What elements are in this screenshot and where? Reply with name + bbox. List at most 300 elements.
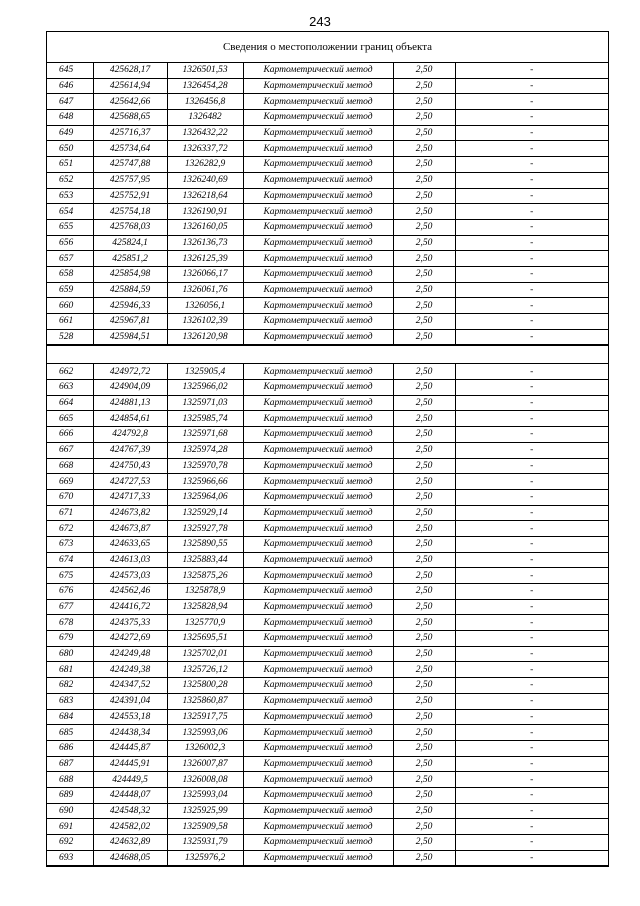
accuracy-cell: 2,50 xyxy=(393,329,455,345)
accuracy-cell: 2,50 xyxy=(393,662,455,678)
y-coordinate-cell: 1326136,73 xyxy=(167,235,243,251)
accuracy-cell: 2,50 xyxy=(393,819,455,835)
y-coordinate-cell: 1325828,94 xyxy=(167,599,243,615)
table-row xyxy=(47,380,608,396)
x-coordinate-cell: 425642,66 xyxy=(93,94,167,110)
y-coordinate-cell: 1326240,69 xyxy=(167,172,243,188)
page-number: 243 xyxy=(309,14,331,29)
x-coordinate-cell: 424548,32 xyxy=(93,803,167,819)
x-coordinate-cell: 424792,8 xyxy=(93,427,167,443)
method-cell: Картометрический метод xyxy=(243,298,393,314)
table-row xyxy=(47,63,608,78)
method-cell: Картометрический метод xyxy=(243,615,393,631)
description-cell: - xyxy=(455,364,608,380)
method-cell: Картометрический метод xyxy=(243,219,393,235)
table-row xyxy=(47,709,608,725)
x-coordinate-cell: 425752,91 xyxy=(93,188,167,204)
accuracy-cell: 2,50 xyxy=(393,78,455,94)
accuracy-cell: 2,50 xyxy=(393,458,455,474)
accuracy-cell: 2,50 xyxy=(393,646,455,662)
method-cell: Картометрический метод xyxy=(243,740,393,756)
y-coordinate-cell: 1325985,74 xyxy=(167,411,243,427)
table-row xyxy=(47,552,608,568)
coordinates-table-body xyxy=(47,63,608,866)
table-row xyxy=(47,646,608,662)
accuracy-cell: 2,50 xyxy=(393,298,455,314)
description-cell: - xyxy=(455,505,608,521)
accuracy-cell: 2,50 xyxy=(393,157,455,173)
point-number-cell: 651 xyxy=(47,157,93,173)
y-coordinate-cell: 1326482 xyxy=(167,110,243,126)
accuracy-cell: 2,50 xyxy=(393,756,455,772)
method-cell: Картометрический метод xyxy=(243,584,393,600)
x-coordinate-cell: 424347,52 xyxy=(93,678,167,694)
description-cell: - xyxy=(455,756,608,772)
x-coordinate-cell: 425946,33 xyxy=(93,298,167,314)
point-number-cell: 684 xyxy=(47,709,93,725)
table-row xyxy=(47,141,608,157)
accuracy-cell: 2,50 xyxy=(393,474,455,490)
method-cell: Картометрический метод xyxy=(243,172,393,188)
x-coordinate-cell: 424854,61 xyxy=(93,411,167,427)
table-title: Сведения о местоположении границ объекта xyxy=(47,32,608,63)
description-cell: - xyxy=(455,568,608,584)
description-cell: - xyxy=(455,615,608,631)
method-cell: Картометрический метод xyxy=(243,505,393,521)
method-cell: Картометрический метод xyxy=(243,157,393,173)
y-coordinate-cell: 1325976,2 xyxy=(167,850,243,866)
point-number-cell: 682 xyxy=(47,678,93,694)
x-coordinate-cell: 424717,33 xyxy=(93,489,167,505)
description-cell: - xyxy=(455,458,608,474)
method-cell: Картометрический метод xyxy=(243,63,393,78)
point-number-cell: 688 xyxy=(47,772,93,788)
description-cell: - xyxy=(455,427,608,443)
method-cell: Картометрический метод xyxy=(243,125,393,141)
y-coordinate-cell: 1325917,75 xyxy=(167,709,243,725)
y-coordinate-cell: 1325993,06 xyxy=(167,725,243,741)
method-cell: Картометрический метод xyxy=(243,395,393,411)
table-row xyxy=(47,772,608,788)
accuracy-cell: 2,50 xyxy=(393,380,455,396)
accuracy-cell: 2,50 xyxy=(393,282,455,298)
accuracy-cell: 2,50 xyxy=(393,615,455,631)
table-row xyxy=(47,172,608,188)
x-coordinate-cell: 425851,2 xyxy=(93,251,167,267)
table-row xyxy=(47,110,608,126)
y-coordinate-cell: 1325695,51 xyxy=(167,631,243,647)
y-coordinate-cell: 1325971,03 xyxy=(167,395,243,411)
table-row xyxy=(47,489,608,505)
y-coordinate-cell: 1326066,17 xyxy=(167,266,243,282)
description-cell: - xyxy=(455,536,608,552)
y-coordinate-cell: 1325890,55 xyxy=(167,536,243,552)
x-coordinate-cell: 425754,18 xyxy=(93,204,167,220)
y-coordinate-cell: 1325925,99 xyxy=(167,803,243,819)
y-coordinate-cell: 1325909,58 xyxy=(167,819,243,835)
table-row xyxy=(47,756,608,772)
description-cell: - xyxy=(455,125,608,141)
y-coordinate-cell: 1325875,26 xyxy=(167,568,243,584)
y-coordinate-cell: 1325931,79 xyxy=(167,835,243,851)
table-row xyxy=(47,78,608,94)
description-cell: - xyxy=(455,787,608,803)
point-number-cell: 662 xyxy=(47,364,93,380)
description-cell: - xyxy=(455,172,608,188)
x-coordinate-cell: 424673,82 xyxy=(93,505,167,521)
table-row xyxy=(47,329,608,345)
point-number-cell: 674 xyxy=(47,552,93,568)
point-number-cell: 659 xyxy=(47,282,93,298)
x-coordinate-cell: 424582,02 xyxy=(93,819,167,835)
description-cell: - xyxy=(455,235,608,251)
method-cell: Картометрический метод xyxy=(243,552,393,568)
point-number-cell: 693 xyxy=(47,850,93,866)
accuracy-cell: 2,50 xyxy=(393,740,455,756)
x-coordinate-cell: 424633,65 xyxy=(93,536,167,552)
y-coordinate-cell: 1326454,28 xyxy=(167,78,243,94)
x-coordinate-cell: 424632,89 xyxy=(93,835,167,851)
table-row xyxy=(47,584,608,600)
method-cell: Картометрический метод xyxy=(243,803,393,819)
accuracy-cell: 2,50 xyxy=(393,599,455,615)
y-coordinate-cell: 1325964,06 xyxy=(167,489,243,505)
point-number-cell: 664 xyxy=(47,395,93,411)
accuracy-cell: 2,50 xyxy=(393,235,455,251)
point-number-cell: 676 xyxy=(47,584,93,600)
x-coordinate-cell: 425967,81 xyxy=(93,314,167,330)
accuracy-cell: 2,50 xyxy=(393,803,455,819)
accuracy-cell: 2,50 xyxy=(393,631,455,647)
method-cell: Картометрический метод xyxy=(243,442,393,458)
description-cell: - xyxy=(455,219,608,235)
point-number-cell: 678 xyxy=(47,615,93,631)
description-cell: - xyxy=(455,662,608,678)
method-cell: Картометрический метод xyxy=(243,282,393,298)
y-coordinate-cell: 1325883,44 xyxy=(167,552,243,568)
point-number-cell: 645 xyxy=(47,63,93,78)
description-cell: - xyxy=(455,298,608,314)
point-number-cell: 652 xyxy=(47,172,93,188)
table-row xyxy=(47,282,608,298)
accuracy-cell: 2,50 xyxy=(393,584,455,600)
y-coordinate-cell: 1326501,53 xyxy=(167,63,243,78)
method-cell: Картометрический метод xyxy=(243,94,393,110)
accuracy-cell: 2,50 xyxy=(393,395,455,411)
accuracy-cell: 2,50 xyxy=(393,63,455,78)
accuracy-cell: 2,50 xyxy=(393,314,455,330)
accuracy-cell: 2,50 xyxy=(393,411,455,427)
x-coordinate-cell: 424767,39 xyxy=(93,442,167,458)
description-cell: - xyxy=(455,204,608,220)
description-cell: - xyxy=(455,282,608,298)
x-coordinate-cell: 424416,72 xyxy=(93,599,167,615)
x-coordinate-cell: 424727,53 xyxy=(93,474,167,490)
method-cell: Картометрический метод xyxy=(243,458,393,474)
table-row xyxy=(47,819,608,835)
y-coordinate-cell: 1325905,4 xyxy=(167,364,243,380)
x-coordinate-cell: 424272,69 xyxy=(93,631,167,647)
point-number-cell: 648 xyxy=(47,110,93,126)
point-number-cell: 650 xyxy=(47,141,93,157)
table-row xyxy=(47,395,608,411)
point-number-cell: 670 xyxy=(47,489,93,505)
description-cell: - xyxy=(455,819,608,835)
method-cell: Картометрический метод xyxy=(243,427,393,443)
x-coordinate-cell: 424445,91 xyxy=(93,756,167,772)
table-row xyxy=(47,411,608,427)
x-coordinate-cell: 424573,03 xyxy=(93,568,167,584)
point-number-cell: 680 xyxy=(47,646,93,662)
y-coordinate-cell: 1325878,9 xyxy=(167,584,243,600)
table-row xyxy=(47,521,608,537)
y-coordinate-cell: 1326125,39 xyxy=(167,251,243,267)
x-coordinate-cell: 425768,03 xyxy=(93,219,167,235)
method-cell: Картометрический метод xyxy=(243,568,393,584)
y-coordinate-cell: 1325927,78 xyxy=(167,521,243,537)
accuracy-cell: 2,50 xyxy=(393,188,455,204)
table-row xyxy=(47,787,608,803)
point-number-cell: 692 xyxy=(47,835,93,851)
block-separator xyxy=(47,345,608,364)
x-coordinate-cell: 424688,05 xyxy=(93,850,167,866)
description-cell: - xyxy=(455,599,608,615)
y-coordinate-cell: 1325971,68 xyxy=(167,427,243,443)
x-coordinate-cell: 425884,59 xyxy=(93,282,167,298)
description-cell: - xyxy=(455,803,608,819)
y-coordinate-cell: 1325970,78 xyxy=(167,458,243,474)
method-cell: Картометрический метод xyxy=(243,756,393,772)
table-row xyxy=(47,314,608,330)
description-cell: - xyxy=(455,94,608,110)
y-coordinate-cell: 1326337,72 xyxy=(167,141,243,157)
method-cell: Картометрический метод xyxy=(243,314,393,330)
accuracy-cell: 2,50 xyxy=(393,110,455,126)
y-coordinate-cell: 1325770,9 xyxy=(167,615,243,631)
accuracy-cell: 2,50 xyxy=(393,693,455,709)
point-number-cell: 665 xyxy=(47,411,93,427)
y-coordinate-cell: 1325929,14 xyxy=(167,505,243,521)
y-coordinate-cell: 1326218,64 xyxy=(167,188,243,204)
method-cell: Картометрический метод xyxy=(243,662,393,678)
x-coordinate-cell: 424249,48 xyxy=(93,646,167,662)
method-cell: Картометрический метод xyxy=(243,521,393,537)
x-coordinate-cell: 424445,87 xyxy=(93,740,167,756)
method-cell: Картометрический метод xyxy=(243,78,393,94)
point-number-cell: 668 xyxy=(47,458,93,474)
point-number-cell: 658 xyxy=(47,266,93,282)
x-coordinate-cell: 424249,38 xyxy=(93,662,167,678)
description-cell: - xyxy=(455,442,608,458)
description-cell: - xyxy=(455,631,608,647)
point-number-cell: 660 xyxy=(47,298,93,314)
table-row xyxy=(47,427,608,443)
y-coordinate-cell: 1325974,28 xyxy=(167,442,243,458)
point-number-cell: 649 xyxy=(47,125,93,141)
x-coordinate-cell: 425854,98 xyxy=(93,266,167,282)
accuracy-cell: 2,50 xyxy=(393,204,455,220)
method-cell: Картометрический метод xyxy=(243,110,393,126)
x-coordinate-cell: 425716,37 xyxy=(93,125,167,141)
method-cell: Картометрический метод xyxy=(243,266,393,282)
x-coordinate-cell: 424750,43 xyxy=(93,458,167,474)
description-cell: - xyxy=(455,110,608,126)
accuracy-cell: 2,50 xyxy=(393,835,455,851)
table-row xyxy=(47,188,608,204)
description-cell: - xyxy=(455,188,608,204)
accuracy-cell: 2,50 xyxy=(393,172,455,188)
x-coordinate-cell: 424904,09 xyxy=(93,380,167,396)
accuracy-cell: 2,50 xyxy=(393,219,455,235)
point-number-cell: 667 xyxy=(47,442,93,458)
point-number-cell: 683 xyxy=(47,693,93,709)
accuracy-cell: 2,50 xyxy=(393,94,455,110)
description-cell: - xyxy=(455,251,608,267)
x-coordinate-cell: 424972,72 xyxy=(93,364,167,380)
description-cell: - xyxy=(455,693,608,709)
y-coordinate-cell: 1325860,87 xyxy=(167,693,243,709)
point-number-cell: 685 xyxy=(47,725,93,741)
method-cell: Картометрический метод xyxy=(243,631,393,647)
point-number-cell: 690 xyxy=(47,803,93,819)
method-cell: Картометрический метод xyxy=(243,819,393,835)
x-coordinate-cell: 424391,04 xyxy=(93,693,167,709)
y-coordinate-cell: 1325966,66 xyxy=(167,474,243,490)
table-row xyxy=(47,599,608,615)
method-cell: Картометрический метод xyxy=(243,787,393,803)
accuracy-cell: 2,50 xyxy=(393,709,455,725)
x-coordinate-cell: 425757,95 xyxy=(93,172,167,188)
method-cell: Картометрический метод xyxy=(243,693,393,709)
description-cell: - xyxy=(455,835,608,851)
accuracy-cell: 2,50 xyxy=(393,521,455,537)
x-coordinate-cell: 425824,1 xyxy=(93,235,167,251)
x-coordinate-cell: 425688,65 xyxy=(93,110,167,126)
x-coordinate-cell: 425984,51 xyxy=(93,329,167,345)
point-number-cell: 656 xyxy=(47,235,93,251)
x-coordinate-cell: 424562,46 xyxy=(93,584,167,600)
x-coordinate-cell: 424448,07 xyxy=(93,787,167,803)
y-coordinate-cell: 1325800,28 xyxy=(167,678,243,694)
x-coordinate-cell: 425747,88 xyxy=(93,157,167,173)
description-cell: - xyxy=(455,63,608,78)
description-cell: - xyxy=(455,329,608,345)
y-coordinate-cell: 1325702,01 xyxy=(167,646,243,662)
point-number-cell: 677 xyxy=(47,599,93,615)
method-cell: Картометрический метод xyxy=(243,850,393,866)
x-coordinate-cell: 424613,03 xyxy=(93,552,167,568)
table-row xyxy=(47,835,608,851)
accuracy-cell: 2,50 xyxy=(393,427,455,443)
y-coordinate-cell: 1326061,76 xyxy=(167,282,243,298)
table-row xyxy=(47,219,608,235)
table-row xyxy=(47,536,608,552)
method-cell: Картометрический метод xyxy=(243,599,393,615)
accuracy-cell: 2,50 xyxy=(393,787,455,803)
method-cell: Картометрический метод xyxy=(243,364,393,380)
table-row xyxy=(47,725,608,741)
accuracy-cell: 2,50 xyxy=(393,266,455,282)
point-number-cell: 654 xyxy=(47,204,93,220)
table-row xyxy=(47,505,608,521)
method-cell: Картометрический метод xyxy=(243,251,393,267)
description-cell: - xyxy=(455,740,608,756)
y-coordinate-cell: 1326002,3 xyxy=(167,740,243,756)
separator-cell xyxy=(47,345,608,364)
table-row xyxy=(47,364,608,380)
accuracy-cell: 2,50 xyxy=(393,489,455,505)
accuracy-cell: 2,50 xyxy=(393,772,455,788)
accuracy-cell: 2,50 xyxy=(393,141,455,157)
accuracy-cell: 2,50 xyxy=(393,442,455,458)
description-cell: - xyxy=(455,474,608,490)
method-cell: Картометрический метод xyxy=(243,380,393,396)
point-number-cell: 647 xyxy=(47,94,93,110)
y-coordinate-cell: 1325966,02 xyxy=(167,380,243,396)
description-cell: - xyxy=(455,380,608,396)
table-row xyxy=(47,850,608,866)
table-row xyxy=(47,631,608,647)
accuracy-cell: 2,50 xyxy=(393,678,455,694)
x-coordinate-cell: 425628,17 xyxy=(93,63,167,78)
y-coordinate-cell: 1325726,12 xyxy=(167,662,243,678)
point-number-cell: 671 xyxy=(47,505,93,521)
description-cell: - xyxy=(455,141,608,157)
description-cell: - xyxy=(455,157,608,173)
description-cell: - xyxy=(455,266,608,282)
x-coordinate-cell: 425734,64 xyxy=(93,141,167,157)
x-coordinate-cell: 424673,87 xyxy=(93,521,167,537)
table-row xyxy=(47,662,608,678)
description-cell: - xyxy=(455,489,608,505)
point-number-cell: 666 xyxy=(47,427,93,443)
y-coordinate-cell: 1326282,9 xyxy=(167,157,243,173)
description-cell: - xyxy=(455,646,608,662)
accuracy-cell: 2,50 xyxy=(393,850,455,866)
method-cell: Картометрический метод xyxy=(243,725,393,741)
description-cell: - xyxy=(455,772,608,788)
table-row xyxy=(47,235,608,251)
point-number-cell: 691 xyxy=(47,819,93,835)
accuracy-cell: 2,50 xyxy=(393,251,455,267)
y-coordinate-cell: 1326056,1 xyxy=(167,298,243,314)
point-number-cell: 687 xyxy=(47,756,93,772)
point-number-cell: 657 xyxy=(47,251,93,267)
point-number-cell: 673 xyxy=(47,536,93,552)
description-cell: - xyxy=(455,584,608,600)
method-cell: Картометрический метод xyxy=(243,474,393,490)
description-cell: - xyxy=(455,850,608,866)
coordinates-table xyxy=(47,63,608,866)
x-coordinate-cell: 424553,18 xyxy=(93,709,167,725)
description-cell: - xyxy=(455,552,608,568)
method-cell: Картометрический метод xyxy=(243,772,393,788)
accuracy-cell: 2,50 xyxy=(393,505,455,521)
table-row xyxy=(47,442,608,458)
table-row xyxy=(47,298,608,314)
table-row xyxy=(47,678,608,694)
point-number-cell: 669 xyxy=(47,474,93,490)
table-row xyxy=(47,458,608,474)
point-number-cell: 689 xyxy=(47,787,93,803)
y-coordinate-cell: 1326160,05 xyxy=(167,219,243,235)
point-number-cell: 672 xyxy=(47,521,93,537)
description-cell: - xyxy=(455,709,608,725)
boundary-table xyxy=(46,31,609,867)
accuracy-cell: 2,50 xyxy=(393,552,455,568)
point-number-cell: 661 xyxy=(47,314,93,330)
method-cell: Картометрический метод xyxy=(243,141,393,157)
